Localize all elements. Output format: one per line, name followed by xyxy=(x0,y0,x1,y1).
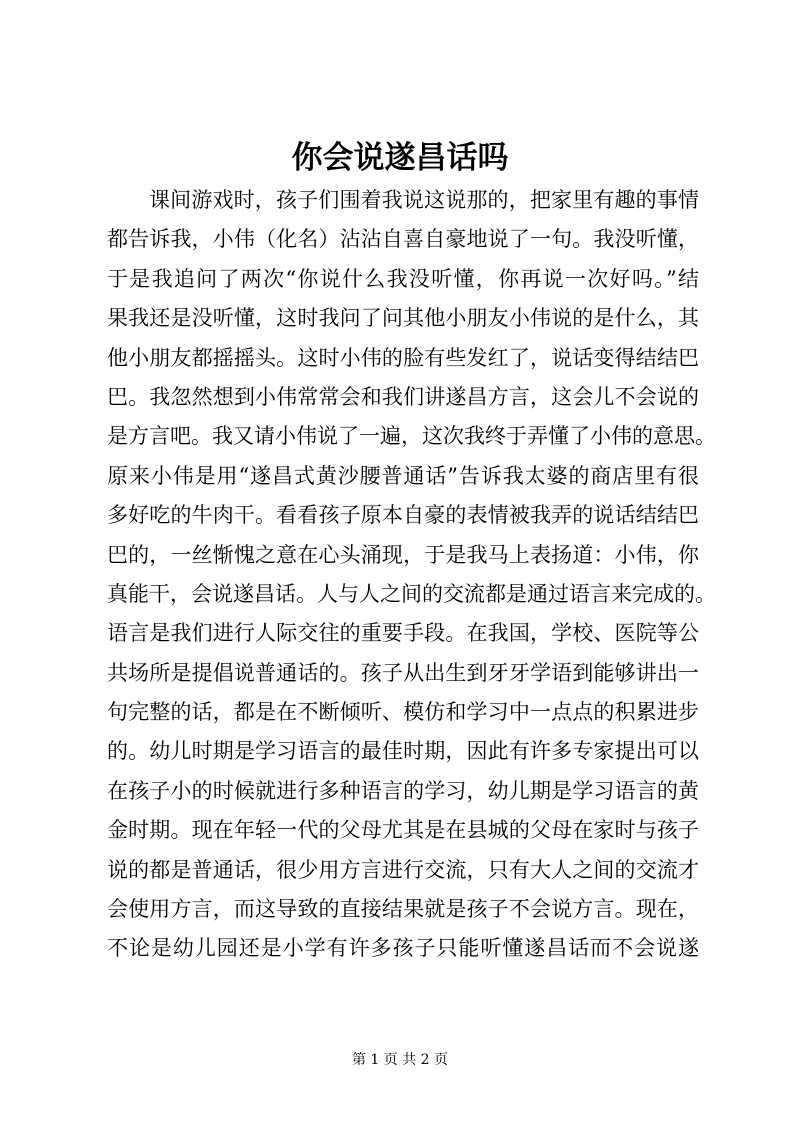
text-line: 共场所是提倡说普通话的。孩子从出生到牙牙学语到能够讲出一 xyxy=(107,660,699,685)
text-line: 多好吃的牛肉干。看看孩子原本自豪的表情被我弄的说话结结巴 xyxy=(107,503,699,528)
text-line: 真能干，会说遂昌话。人与人之间的交流都是通过语言来完成的。 xyxy=(107,581,716,606)
text-line: 的。幼儿时期是学习语言的最佳时期，因此有许多专家提出可以 xyxy=(107,739,699,764)
document-title: 你会说遂昌话吗 xyxy=(291,140,509,176)
text-line: 在孩子小的时候就进行多种语言的学习，幼儿期是学习语言的黄 xyxy=(107,778,699,803)
text-line: 会使用方言，而这导致的直接结果就是孩子不会说方言。现在， xyxy=(107,897,699,922)
text-line: 都告诉我，小伟（化名）沾沾自喜自豪地说了一句。我没听懂， xyxy=(107,227,699,252)
text-line: 说的都是普通话，很少用方言进行交流，只有大人之间的交流才 xyxy=(107,857,699,882)
text-line: 课间游戏时，孩子们围着我说这说那的，把家里有趣的事情 xyxy=(149,188,699,212)
text-line: 是方言吧。我又请小伟说了一遍，这次我终于弄懂了小伟的意思。 xyxy=(107,424,716,449)
text-line: 句完整的话，都是在不断倾听、模仿和学习中一点点的积累进步 xyxy=(107,700,699,725)
page-footer: 第 1 页 共 2 页 xyxy=(351,1052,449,1068)
text-line: 巴的，一丝惭愧之意在心头涌现，于是我马上表扬道：小伟，你 xyxy=(107,542,699,567)
text-line: 果我还是没听懂，这时我问了问其他小朋友小伟说的是什么，其 xyxy=(107,306,699,331)
text-line: 金时期。现在年轻一代的父母尤其是在县城的父母在家时与孩子 xyxy=(107,818,699,843)
text-line: 原来小伟是用“遂昌式黄沙腰普通话”告诉我太婆的商店里有很 xyxy=(107,463,699,488)
text-line: 语言是我们进行人际交往的重要手段。在我国，学校、医院等公 xyxy=(107,621,699,646)
text-line: 于是我追问了两次“你说什么我没听懂，你再说一次好吗。”结 xyxy=(107,266,699,291)
text-line: 不论是幼儿园还是小学有许多孩子只能听懂遂昌话而不会说遂 xyxy=(107,936,699,961)
text-line: 他小朋友都摇摇头。这时小伟的脸有些发红了，说话变得结结巴 xyxy=(107,345,699,370)
body-paragraph xyxy=(107,181,716,969)
text-line: 巴。我忽然想到小伟常常会和我们讲遂昌方言，这会儿不会说的 xyxy=(107,384,699,409)
